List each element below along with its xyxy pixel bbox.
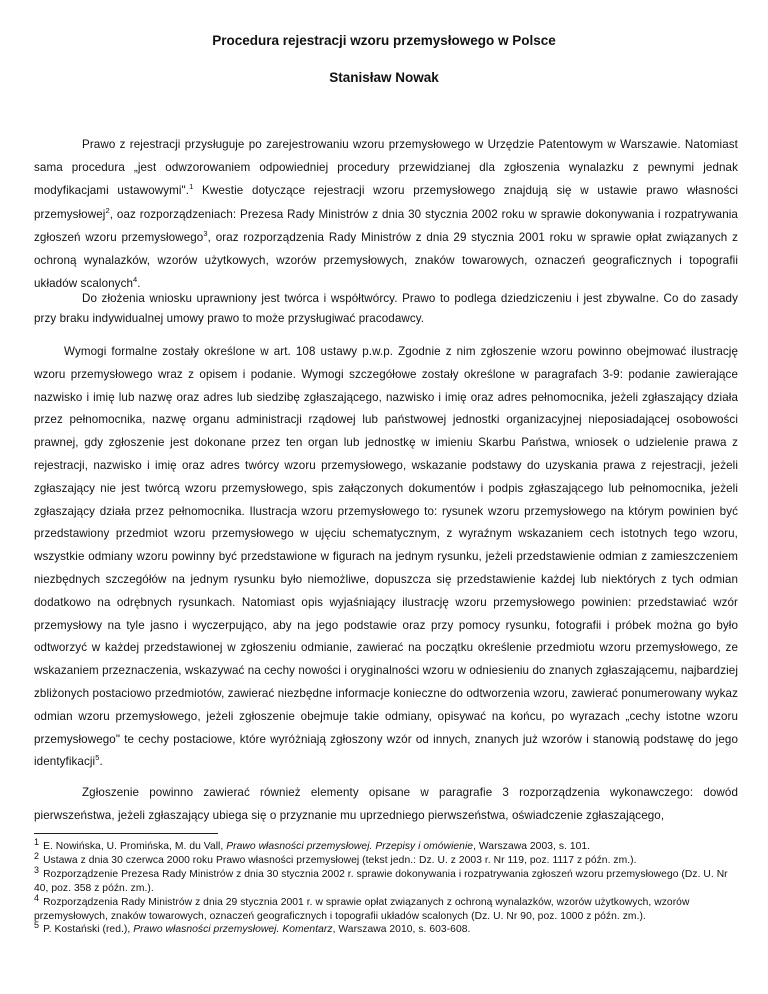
footnote-1: [34, 837, 738, 854]
footnote-number: 2: [34, 850, 40, 861]
paragraph-4: [34, 782, 738, 827]
footnote-4: [34, 892, 738, 924]
footnote-reference: 2: [105, 205, 110, 215]
paragraph-text: Wymogi formalne zostały określone w art. 108 ustawy p.w.p. Zgodnie z nim zgłoszenie wzoru powinno obejmować ilustrację wzoru przemysłowego wraz z opisem i podanie. Wymogi szczegółowe zostały określone w paragrafach 3-9: podanie zawierające nazwisko i imię lub nazwę oraz adres lub siedzibę zgłaszającego, nazwisko i imię oraz adres pełnomocnika, jeżeli zgłaszający działa przez pełnomocnika, nazwę organu administracji rządowej lub państwowej jednostki organizacyjnej nieposiadającej osobowości prawnej, gdy zgłoszenie jest dokonane przez ten organ lub jednostkę w imieniu Skarbu Państwa, wniosek o udzielenie prawa z rejestracji, nazwisko i imię oraz adres twórcy wzoru przemysłowego, wskazanie podstawy do uzyskania prawa z rejestracji, jeżeli zgłaszający nie jest twórcą wzoru przemysłowego, spis załączonych dokumentów i podpis zgłaszającego lub pełnomocnika, jeżeli zgłaszający działa przez pełnomocnika. Ilustracja wzoru przemysłowego to: rysunek wzoru przemysłowego na którym powinien być przedstawiony przedmiot wzoru przemysłowego w ujęciu schematycznym, z wyraźnym wskazaniem cech istotnych tego wzoru, wszystkie odmiany wzoru powinny być przedstawione w figurach na jednym rysunku, jeżeli przedstawienie odmian z zamieszczeniem niezbędnych szczegółów na jednym rysunku było niemożliwe, dopuszcza się przedstawienie każdej lub niektórych z tych odmian dodatkowo na odrębnych rysunkach. Natomiast opis wyjaśniający ilustrację wzoru przemysłowego powinien: przedstawiać wzór przemysłowy na tyle jasno i wyczerpująco, aby na jego podstawie oraz przy pomocy rysunku, fotografii i próbek można go było odtworzyć w każdej przedstawionej w zgłoszeniu odmianie, zawierać na początku określenie przedmiotu wzoru przemysłowego, ze wskazaniem przeznaczenia, wskazywać na cechy nowości i oryginalności wzoru w odniesieniu do znanych zgłaszającemu, najbardziej zbliżonych postaciowo przedmiotów, zawierać niezbędne informacje konieczne do odtworzenia wzoru, zawierać ponumerowany wykaz odmian wzoru przemysłowego, jeżeli zgłoszenie obejmuje takie odmiany, opisywać na końcu, po wyrazach „cechy istotne wzoru przemysłowego" te cechy postaciowe, które wyróżniają zgłoszony wzór od innych, znanych już wzorów i stanowią podstawę do jego identyfikacji$^5$.: [34, 345, 738, 769]
footnote-2: [34, 850, 738, 868]
footnote-5: [34, 920, 738, 937]
footnote-number: 4: [34, 892, 40, 903]
italic-title: Prawo własności przemysłowej. Komentarz: [133, 924, 333, 936]
paragraph-text: Zgłoszenie powinno zawierać również elementy opisane w paragrafie 3 rozporządzenia wykonawczego: dowód pierwszeństwa, jeżeli zgłaszający ubiega się o przyznanie mu uprzedniego pierwszeństwa, oświadczenie zgłaszającego,: [34, 786, 738, 822]
footnote-number: 3: [34, 864, 40, 875]
document-author: Stanisław Nowak: [329, 70, 439, 85]
footnote-separator: [34, 833, 218, 834]
paragraph-text: Do złożenia wniosku uprawniony jest twórca i współtwórcy. Prawo to podlega dziedziczeniu i jest zbywalne. Co do zasady przy braku indywidualnej umowy prawo to może przysługiwać pracodawcy.: [34, 292, 738, 325]
footnotes: [34, 837, 738, 937]
paragraph-text: Prawo z rejestracji przysługuje po zarejestrowaniu wzoru przemysłowego w Urzędzie Patentowym w Warszawie. Natomiast sama procedura „jest odwzorowaniem odpowiedniej procedury przewidzianej dla zgłoszenia wynalazku z pewnymi jednak modyfikacjami ustawowymi".$^1$ Kwestie dotyczące rejestracji wzoru przemysłowego znajdują się w ustawie prawo własności przemysłowej$^2$, oaz rozporządzeniach: Prezesa Rady Ministrów z dnia 30 stycznia 2002 roku w sprawie dokonywania i rozpatrywania zgłoszeń wzoru przemysłowego$^3$, oraz rozporządzenia Rady Ministrów z dnia 29 stycznia 2001 roku w sprawie opłat związanych z ochroną wynalazków, wzorów użytkowych, wzorów przemysłowych, znaków towarowych, oznaczeń geograficznych i topografii układów scalonych$^4$.: [34, 138, 738, 291]
paragraph-1: [34, 133, 738, 295]
footnote-text: Rozporządzenia Rady Ministrów z dnia 29 stycznia 2001 r. w sprawie opłat związanych z ochroną wynalazków, wzorów użytkowych, wzorów przemysłowych, znaków towarowych, oznaczeń geograficznych i topografii układów scalonych (Dz. U. Nr 90, poz. 1000 z późn. zm.).: [34, 896, 690, 922]
footnote-reference: 1: [189, 182, 194, 192]
footnote-reference: 3: [203, 228, 208, 238]
footnote-text: Ustawa z dnia 30 czerwca 2000 roku Prawo własności przemysłowej (tekst jedn.: Dz. U. z 2003 r. Nr 119, poz. 1117 z późn. zm.).: [43, 854, 637, 866]
footnote-text: P. Kostański (red.), Prawo własności przemysłowej. Komentarz, Warszawa 2010, s. 603-608.: [43, 924, 471, 936]
footnote-reference: 5: [95, 753, 100, 763]
footnote-reference: 4: [133, 275, 138, 285]
italic-title: Prawo własności przemysłowej. Przepisy i omówienie: [226, 841, 474, 852]
footnote-number: 5: [34, 920, 40, 931]
paragraph-3: [34, 341, 738, 774]
paragraph-2: [34, 289, 738, 329]
footnote-text: E. Nowińska, U. Promińska, M. du Vall, Prawo własności przemysłowej. Przepisy i omówienie, Warszawa 2003, s. 101.: [43, 841, 591, 852]
footnote-number: 1: [34, 837, 40, 847]
document-title: Procedura rejestracji wzoru przemysłowego w Polsce: [212, 33, 556, 48]
footnote-3: [34, 864, 738, 896]
footnote-text: Rozporządzenie Prezesa Rady Ministrów z dnia 30 stycznia 2002 r. sprawie dokonywania i rozpatrywania zgłoszeń wzoru przemysłowego (Dz. U. Nr 40, poz. 358 z późn. zm.).: [34, 868, 728, 894]
